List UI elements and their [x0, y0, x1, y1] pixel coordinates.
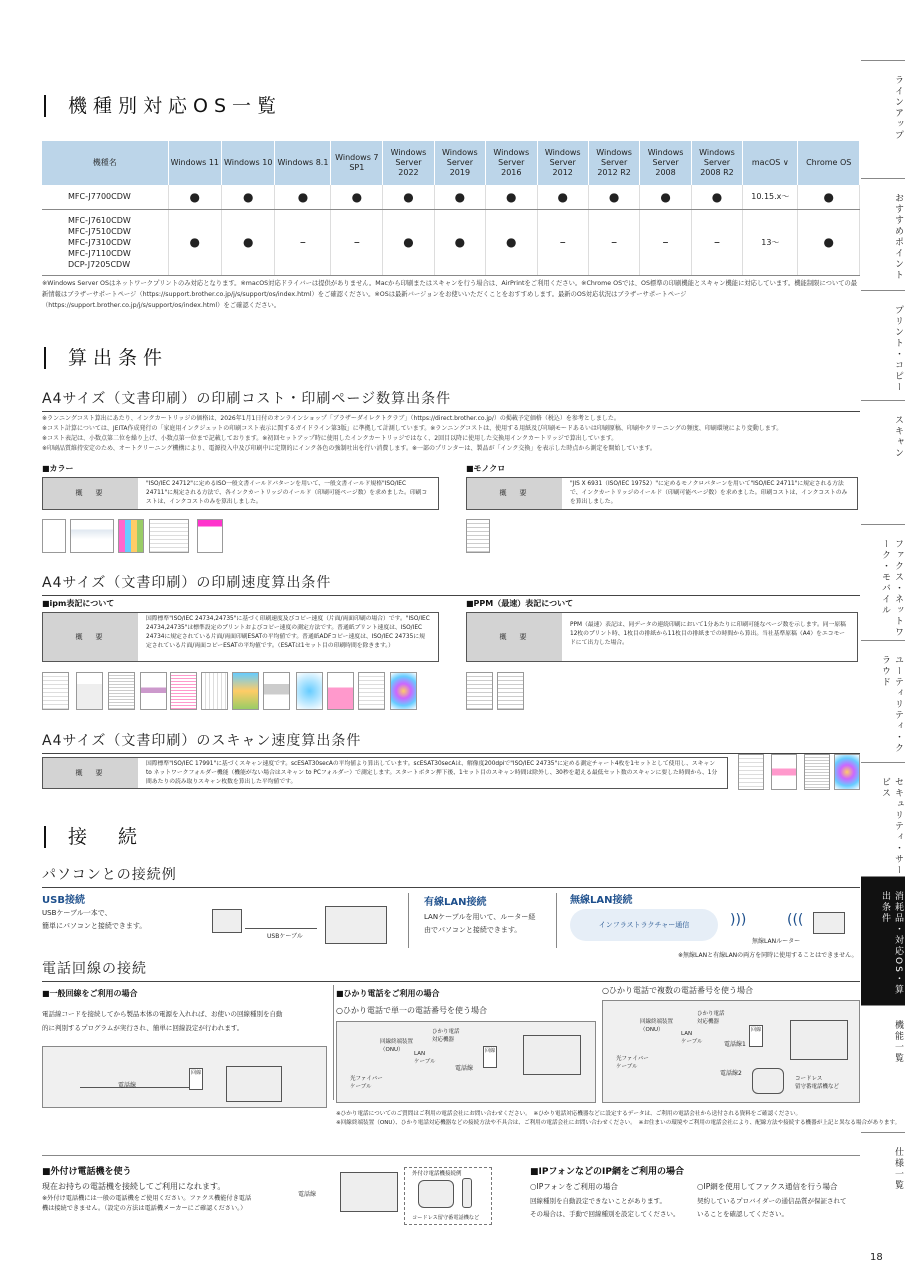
ext-phone-text: 現在お持ちの電話機を接続してご利用になれます。: [42, 1182, 226, 1191]
ppm-label: ■PPM（最速）表記について: [466, 599, 574, 608]
os-table-row: [42, 209, 860, 275]
os-support-cell: –: [691, 209, 742, 275]
fiber-label: 光ファイバー ケーブル: [350, 1076, 383, 1090]
scan-title: A4サイズ（文書印刷）のスキャン速度算出条件: [42, 730, 860, 754]
wifi-wave-icon: ))): [730, 912, 747, 928]
general-line-diagram: [42, 1046, 327, 1108]
os-support-cell: 10.15.x〜: [743, 185, 798, 209]
wifi-wave-icon: (((: [787, 912, 804, 928]
tel2-label: 電話線2: [720, 1070, 742, 1077]
sample-page-thumb: [76, 672, 103, 710]
gaiyou-label: 概 要: [43, 613, 138, 661]
sample-page-thumb: [358, 672, 385, 710]
ext-example-label: 外付け電話機接続例: [412, 1171, 462, 1177]
onu-label: 回線終端装置 （ONU）: [640, 1019, 674, 1033]
side-tab-9[interactable]: 仕様一覧: [861, 1132, 905, 1252]
divider: [333, 985, 334, 1100]
cost-note: ※コスト計算については、JEITA作成発行の「家庭用インクジェットの印刷コスト表示に関するガイドライン第3版」に準拠して計測しています。※ランニングコストは、使用する用紙及び印刷モードあるいは印刷原稿、印刷やクリーニングの頻度、印刷環境により変動します。: [42, 425, 783, 432]
os-support-cell: –: [588, 209, 639, 275]
sample-page-thumb: [834, 754, 860, 790]
lan-cable-label: LAN ケーブル: [681, 1031, 703, 1045]
jack-label: 回線: [749, 1025, 763, 1047]
sample-page-thumb: [42, 519, 66, 553]
cordless-label: コードレス 留守番電話機など: [795, 1076, 840, 1090]
gaiyou-label: 概 要: [467, 478, 562, 509]
sample-page-thumb: [497, 672, 524, 710]
usb-cable-label: USBケーブル: [267, 933, 303, 940]
sample-page-thumb: [197, 519, 223, 553]
cost-note: ※ランニングコスト算出にあたり、インクカートリッジの価格は、2026年1月1日付のオンラインショップ「ブラザーダイレクトクラブ」（https://direct.brother.co.jp/）の掲載予定価格（税込）を参考としました。: [42, 415, 620, 422]
ppm-box: [466, 612, 858, 662]
ext-cordless-label: コードレス留守番電話機など: [412, 1215, 480, 1221]
os-support-cell: ●: [331, 185, 383, 209]
os-table-row: [42, 185, 860, 209]
os-header-10: Windows Server 2008: [640, 141, 691, 185]
os-support-cell: ●: [168, 185, 221, 209]
side-tab-8[interactable]: 機能一覧: [861, 1005, 905, 1132]
cost-notes: [42, 414, 862, 454]
os-header-13: Chrome OS: [798, 141, 860, 185]
scan-box: [42, 757, 728, 789]
os-header-3: Windows 8.1: [275, 141, 331, 185]
sample-page-thumb: [201, 672, 228, 710]
sample-page-thumb: [42, 672, 69, 710]
os-support-cell: 13〜: [743, 209, 798, 275]
divider: [42, 1155, 860, 1156]
os-support-cell: ●: [434, 209, 485, 275]
os-header-4: Windows 7 SP1: [331, 141, 383, 185]
sample-page-thumb: [771, 754, 797, 790]
os-header-1: Windows 11: [168, 141, 221, 185]
sample-page-thumb: [149, 519, 189, 553]
model-name: MFC-J7700CDW: [42, 185, 168, 209]
side-tab-1[interactable]: おすすめポイント: [861, 178, 905, 290]
hikari-heading: ■ひかり電話をご利用の場合: [336, 989, 440, 998]
sample-page-thumb: [327, 672, 354, 710]
os-support-cell: ●: [168, 209, 221, 275]
gaiyou-label: 概 要: [43, 758, 138, 788]
router-label: 無線LANルーター: [752, 938, 801, 945]
os-header-2: Windows 10: [222, 141, 275, 185]
cost-note: ※印刷品質維持安定のため、オートクリーニング機構により、電源投入中及び印刷中に定期的にインク各色の強制吐出を行い消費します。※一部のプリンターは、製品が「インク交換」を表示した時点から測定を開始しています。: [42, 445, 656, 452]
page-number: 18: [870, 1252, 883, 1263]
side-tab-2[interactable]: プリント・コピー: [861, 290, 905, 400]
sample-page-thumb: [140, 672, 167, 710]
wifi-note: ※無線LANと有線LANの両方を同時に使用することはできません。: [678, 952, 858, 959]
scan-text: 国際標準"ISO/IEC 17991"に基づくスキャン速度です。scESAT30secAの平均値より算出しています。scESAT30secAは、解像度200dpiで"ISO/IEC 24735"に定める測定チャート4枚を1セットとして使用し、スキャン to ネットワークフォルダー機能（機能がない場合はスキャン to PCフォルダー）で測定します。スタートボタン押下後、1セット目のスキャン時間は除外し、30秒を超える最低セット数のスキャンに要した時間から、1分間あたりの読み取りスキャン枚数を算出した平均値です。: [146, 761, 718, 785]
os-support-cell: –: [275, 209, 331, 275]
mono-box: [466, 477, 858, 510]
divider: [408, 893, 409, 948]
usb-text: USBケーブル一本で、 簡単にパソコンと接続できます。: [42, 909, 147, 930]
os-header-0: 機種名: [42, 141, 168, 185]
divider: [556, 893, 557, 948]
color-label: ■カラー: [42, 464, 74, 473]
onu-label: 回線終端装置 （ONU）: [380, 1039, 414, 1053]
hikari-device-label: ひかり電話 対応機器: [432, 1029, 460, 1043]
section-title-calc: 算出条件: [44, 347, 168, 369]
sample-page-thumb: [108, 672, 135, 710]
tel-line-label: 電話線: [455, 1065, 474, 1072]
os-support-cell: ●: [486, 209, 537, 275]
sample-page-thumb: [390, 672, 417, 710]
general-line-text: 電話線コードを接続してから製品本体の電源を入れれば、お使いの回線種別を自動 的に判別するプログラムが実行され、簡単に回線設定が行われます。: [42, 1010, 283, 1032]
ppm-text: PPM（最速）表記は、同データの連続印刷において1分あたりに印刷可能なページ数を示します。同一原稿12枚のプリント時、1枚目の排紙から11枚目の排紙までの時間から算出。当社基準原稿（A4）をエコモードにて出力した場合。: [570, 622, 846, 646]
os-support-cell: ●: [222, 209, 275, 275]
hikari-device-label: ひかり電話 対応機器: [697, 1011, 725, 1025]
sample-page-thumb: [232, 672, 259, 710]
sample-page-thumb: [466, 519, 490, 553]
os-support-cell: ●: [434, 185, 485, 209]
sample-page-thumb: [170, 672, 197, 710]
tel1-label: 電話線1: [724, 1041, 746, 1048]
os-header-6: Windows Server 2019: [434, 141, 485, 185]
section-title-os: 機種別対応OS一覧: [44, 95, 282, 117]
side-tab-3[interactable]: スキャン: [861, 400, 905, 524]
model-name: MFC-J7610CDW MFC-J7510CDW MFC-J7310CDW MFC-J7110CDW DCP-J7205CDW: [42, 209, 168, 275]
color-text: "ISO/IEC 24712"に定めるISO一般文書イールドパターンを用いて、一般文書イールド規格"ISO/IEC 24711"に規定される方法で、各インクカートリッジのイールド（印刷可能ページ数）を求めました。印刷コストは、インクコストのみを算出しました。: [146, 481, 428, 505]
os-support-cell: ●: [640, 185, 691, 209]
hikari-single-heading: ○ひかり電話で単一の電話番号を使う場合: [336, 1006, 487, 1015]
printer-icon: [325, 906, 387, 944]
tel-line-label: 電話線: [118, 1082, 137, 1089]
fiber-label: 光ファイバー ケーブル: [616, 1056, 649, 1070]
os-support-cell: –: [537, 209, 588, 275]
laptop-icon: [813, 912, 845, 934]
os-header-12: macOS ∨: [743, 141, 798, 185]
ipm-box: [42, 612, 439, 662]
os-compat-table: [42, 141, 860, 276]
printer-icon: [226, 1066, 282, 1102]
general-line-heading: ■一般回線をご利用の場合: [42, 989, 138, 998]
os-header-11: Windows Server 2008 R2: [691, 141, 742, 185]
ipm-label: ■ipm表記について: [42, 599, 115, 608]
hikari-notes: ※ひかり電話についてのご質問はご利用の電話会社にお問い合わせください。 ※ひかり電話対応機器などに設定するデータは、ご利用の電話会社から送付される資料をご確認ください。 ※回線終端装置（ONU）、ひかり電話対応機器などの接続方法や不具合は、ご利用の電話会社にお問い合わせください。 ※お住まいの環境やご利用の電話会社により、配線方法や接続する機器が上記と異なる場合があります。: [336, 1111, 901, 1126]
os-support-cell: ●: [383, 185, 434, 209]
pc-conn-title: パソコンとの接続例: [42, 864, 860, 888]
side-tab-4[interactable]: ファクス・ネットワーク・モバイル: [861, 524, 905, 640]
cost-title: A4サイズ（文書印刷）の印刷コスト・印刷ページ数算出条件: [42, 388, 860, 412]
os-support-cell: ●: [537, 185, 588, 209]
sample-page-thumb: [70, 519, 114, 553]
jack-label: 回線: [483, 1046, 497, 1068]
side-tab-7[interactable]: 消耗品・対応OS・算出条件: [861, 876, 905, 1005]
usb-cable-line: [245, 928, 317, 929]
telephone-icon: [418, 1180, 454, 1208]
ipm-text: 国際標準"ISO/IEC 24734,24735"に基づく印刷速度及びコピー速度（片面/両面印刷の場合）です。"ISO/IEC 24734,24735"は標準設定のプリントおよびコピー速度の測定方法です。普通紙プリント速度は、ISO/IEC 24734に規定されている片面/両面印刷ESATの平均値です。普通紙ADFコピー速度は、ISO/IEC 24735に規定されている片面/両面コピーESATの平均値です。（ESATは1セット目の印刷時間を除きます。）: [146, 616, 430, 649]
ip-fax-heading: ○IP網を使用してファクス通信を行う場合: [697, 1182, 838, 1191]
os-support-cell: ●: [222, 185, 275, 209]
sample-page-thumb: [804, 754, 830, 790]
os-header-7: Windows Server 2016: [486, 141, 537, 185]
os-note: ※Windows Server OSはネットワークプリントのみ対応となります。※macOS対応ドライバーは提供がありません。Macから印刷またはスキャンを行う場合は、AirPrintをご利用ください。※Chrome OSでは、OS標準の印刷機能とスキャン機能に対応しています。機能制限についての最新情報はブラザーサポートページ（https://support.brother.co.jp/j/s/support/os/index.html）をご確認ください。※OSは最新バージョンをお使いいただくことをおすすめします。最新のOS対応状況はブラザーサポートページ（https://support.brother.co.jp/j/s/support/os/index.html）をご確認ください。: [42, 280, 858, 309]
side-tab-6[interactable]: セキュリティ・サービス: [861, 762, 905, 876]
telephone-icon: [752, 1068, 784, 1094]
printer-icon: [340, 1172, 398, 1212]
wireless-lan-heading: 無線LAN接続: [570, 895, 633, 906]
tel-line-label: 電話線: [298, 1191, 317, 1198]
sample-page-thumb: [263, 672, 290, 710]
os-support-cell: ●: [383, 209, 434, 275]
wired-lan-heading: 有線LAN接続: [424, 897, 487, 908]
os-header-8: Windows Server 2012: [537, 141, 588, 185]
section-title-conn: 接 続: [44, 826, 143, 848]
ip-phone-heading: ○IPフォンをご利用の場合: [530, 1182, 618, 1191]
mono-label: ■モノクロ: [466, 464, 506, 473]
os-support-cell: –: [331, 209, 383, 275]
color-box: [42, 477, 439, 510]
os-support-cell: ●: [798, 209, 860, 275]
lan-cable-label: LAN ケーブル: [414, 1051, 436, 1065]
os-support-cell: ●: [486, 185, 537, 209]
os-support-cell: ●: [798, 185, 860, 209]
os-support-cell: ●: [588, 185, 639, 209]
os-header-5: Windows Server 2022: [383, 141, 434, 185]
infra-label: インフラストラクチャー通信: [570, 909, 718, 941]
ip-heading: ■IPフォンなどのIP網をご利用の場合: [530, 1167, 684, 1177]
sample-page-thumb: [296, 672, 323, 710]
sample-page-thumb: [466, 672, 493, 710]
cordless-handset-icon: [462, 1178, 472, 1208]
hikari-multi-heading: ○ひかり電話で複数の電話番号を使う場合: [602, 986, 753, 995]
os-support-cell: ●: [691, 185, 742, 209]
printer-icon: [523, 1035, 581, 1075]
usb-heading: USB接続: [42, 895, 85, 906]
sample-page-thumb: [738, 754, 764, 790]
os-header-9: Windows Server 2012 R2: [588, 141, 639, 185]
sample-page-thumb: [118, 519, 144, 553]
side-tab-0[interactable]: ラインアップ: [861, 60, 905, 178]
gaiyou-label: 概 要: [43, 478, 138, 509]
os-support-cell: –: [640, 209, 691, 275]
os-support-cell: ●: [275, 185, 331, 209]
ext-phone-note: ※外付け電話機には一般の電話機をご使用ください。ファクス機能付き電話 機は接続できません。（設定の方法は電話機メーカーにご確認ください。）: [42, 1195, 252, 1212]
ext-phone-heading: ■外付け電話機を使う: [42, 1167, 132, 1177]
printer-icon: [790, 1020, 848, 1060]
cost-note: ※コスト表記は、小数点第二位を繰り上げ、小数点第一位まで記載しております。※初回セットアップ時に使用したインクカートリッジではなく、2回目以降に使用した交換用インクカートリッジで算出しています。: [42, 435, 618, 442]
speed-title: A4サイズ（文書印刷）の印刷速度算出条件: [42, 572, 860, 596]
ip-fax-text: 契約しているプロバイダーの通信品質が保証されて いることを確認してください。: [697, 1197, 847, 1218]
jack-label: 回線: [189, 1068, 203, 1090]
mono-text: "JIS X 6931（ISO/IEC 19752）"に定めるモノクロパターンを用いて"ISO/IEC 24711"に規定される方法で、インクカートリッジのイールド（印刷可能ページ数）を求めました。印刷コストは、インクコストのみを算出しました。: [570, 481, 848, 505]
gaiyou-label: 概 要: [467, 613, 562, 661]
wired-lan-text: LANケーブルを用いて、ルーター経 由でパソコンと接続できます。: [424, 913, 536, 934]
pc-monitor-icon: [212, 909, 242, 933]
tel-title: 電話回線の接続: [42, 958, 860, 982]
side-tab-5[interactable]: ユーティリティ・クラウド: [861, 640, 905, 762]
ip-phone-text: 回線種別を自動設定できないことがあります。 その場合は、手動で回線種別を設定してください。: [530, 1197, 680, 1218]
